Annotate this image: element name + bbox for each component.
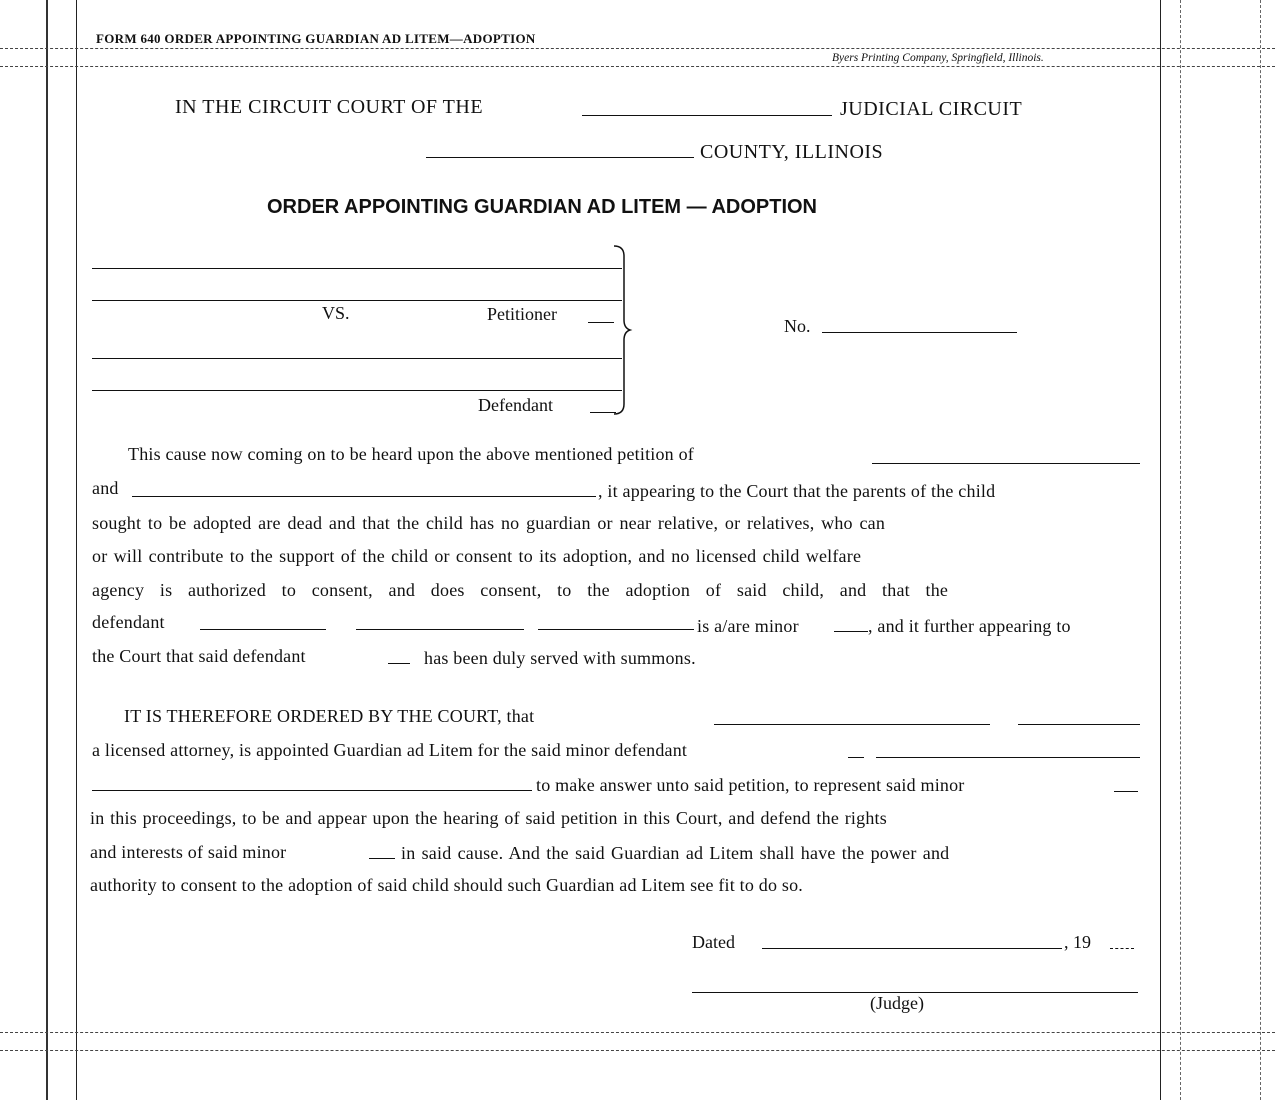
year-blank[interactable] — [1110, 948, 1134, 949]
para2-line6: authority to consent to the adoption of said child should such Guardian ad Litem see fit to do so. — [90, 875, 803, 895]
county-blank[interactable] — [426, 157, 694, 158]
printer-credit: Byers Printing Company, Springfield, Illinois. — [832, 52, 1044, 64]
scan-border-left-inner — [76, 0, 77, 1100]
defendant-name-blank-2[interactable] — [356, 629, 524, 630]
scan-border-far-right — [1260, 0, 1261, 1100]
page-title: ORDER APPOINTING GUARDIAN AD LITEM — ADOPTION — [267, 196, 817, 218]
para1-line4: or will contribute to the support of the child or consent to its adoption, and no licensed child welfare — [92, 546, 862, 566]
attorney-name-blank-2[interactable] — [1018, 724, 1140, 725]
defendant-label: Defendant — [478, 395, 553, 415]
circuit-blank[interactable] — [582, 115, 832, 116]
defendant-line-2[interactable] — [92, 390, 622, 391]
petition-of-blank[interactable] — [872, 463, 1140, 464]
petitioner-line-1[interactable] — [92, 268, 622, 269]
para1-line7-rest: has been duly served with summons. — [424, 648, 696, 668]
para1-line7: the Court that said defendant — [92, 646, 306, 666]
petitioner-suffix-blank[interactable] — [588, 322, 614, 323]
para1-line6-defendant: defendant — [92, 612, 165, 632]
judge-label: (Judge) — [870, 993, 924, 1013]
dated-label: Dated — [692, 932, 735, 952]
defendant-plural-blank[interactable] — [388, 663, 410, 664]
minor-plural-blank[interactable] — [834, 631, 868, 632]
defendant-name-blank-3[interactable] — [538, 629, 694, 630]
court-line-prefix: IN THE CIRCUIT COURT OF THE — [175, 96, 484, 118]
para2-line5-b: in said cause. And the said Guardian ad Litem shall have the power and — [401, 843, 950, 863]
scan-top-rule-2 — [0, 66, 1275, 67]
case-number-label: No. — [784, 316, 811, 336]
para1-line6-rest: , and it further appearing to — [868, 616, 1071, 636]
petitioner-line-2[interactable] — [92, 300, 622, 301]
para1-line3: sought to be adopted are dead and that the child has no guardian or near relative, or relatives, who can — [92, 513, 886, 533]
scan-bottom-rule — [0, 1032, 1275, 1033]
vs-label: VS. — [322, 303, 350, 323]
form-number-line: FORM 640 ORDER APPOINTING GUARDIAN AD LITEM—ADOPTION — [96, 31, 536, 46]
para2-line2: a licensed attorney, is appointed Guardian ad Litem for the said minor defendant — [92, 740, 688, 760]
minor-defendant-name-blank[interactable] — [876, 757, 1140, 758]
minor-defendant-name-blank-2[interactable] — [92, 790, 532, 791]
scan-top-rule — [0, 48, 1275, 49]
para1-line1: This cause now coming on to be heard upon the above mentioned petition of — [128, 444, 694, 464]
para2-line1: IT IS THEREFORE ORDERED BY THE COURT, that — [124, 706, 535, 726]
scan-bottom-rule-2 — [0, 1050, 1275, 1051]
court-line-suffix: JUDICIAL CIRCUIT — [840, 98, 1023, 120]
represent-minor-plural-blank[interactable] — [1114, 791, 1138, 792]
para2-line5-a: and interests of said minor — [90, 842, 287, 862]
caption-brace — [612, 244, 636, 416]
scan-border-right — [1160, 0, 1161, 1100]
para1-line2-rest: , it appearing to the Court that the parents of the child — [598, 481, 996, 501]
interests-minor-plural-blank[interactable] — [369, 858, 395, 859]
para1-line2-and: and — [92, 478, 119, 498]
county-label: COUNTY, ILLINOIS — [700, 141, 884, 163]
attorney-name-blank-1[interactable] — [714, 724, 990, 725]
para2-line3: to make answer unto said petition, to represent said minor — [536, 775, 965, 795]
para2-line4: in this proceedings, to be and appear upon the hearing of said petition in this Court, and defend the rights — [90, 808, 887, 828]
date-blank[interactable] — [762, 948, 1062, 949]
year-prefix: , 19 — [1064, 932, 1091, 952]
defendant-line-1[interactable] — [92, 358, 622, 359]
para1-line5: agency is authorized to consent, and does consent, to the adoption of said child, and that the — [92, 580, 949, 600]
case-number-blank[interactable] — [822, 332, 1017, 333]
para1-line6-minor: is a/are minor — [697, 616, 799, 636]
defendant-name-blank-1[interactable] — [200, 629, 326, 630]
petitioner-label: Petitioner — [487, 304, 557, 324]
minor-defendant-plural-blank[interactable] — [848, 757, 864, 758]
scan-border-left — [46, 0, 48, 1100]
scan-border-right-dashed — [1180, 0, 1181, 1100]
and-blank[interactable] — [132, 496, 596, 497]
